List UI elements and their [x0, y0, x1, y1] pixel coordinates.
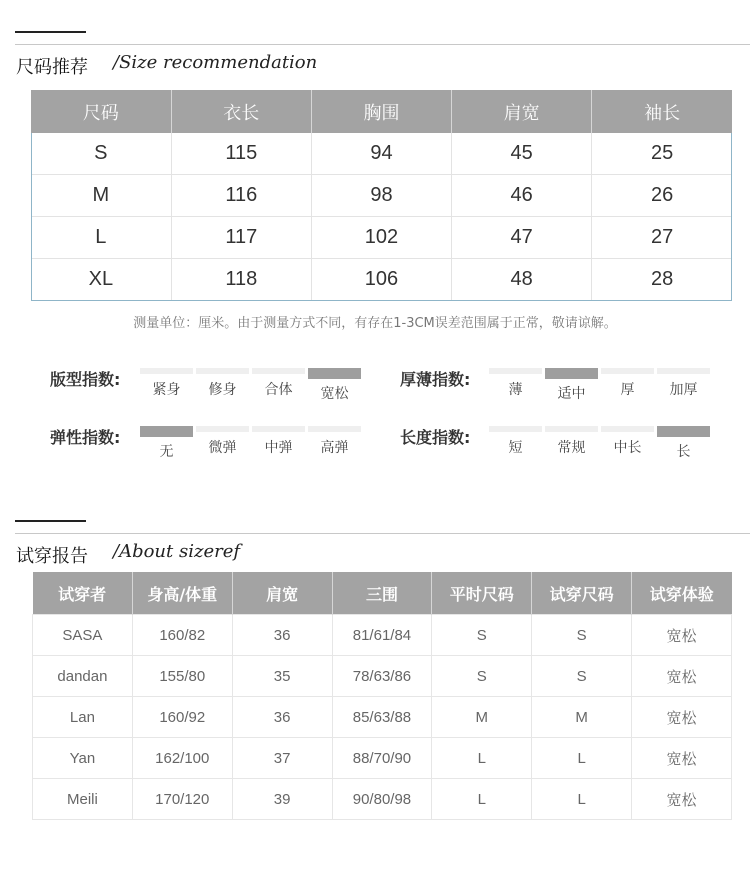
- table-cell: S: [432, 656, 532, 697]
- table-cell: 45: [452, 133, 592, 175]
- trial-header-tester: 试穿者: [33, 572, 133, 615]
- index-option: [545, 368, 598, 403]
- index-option: [140, 426, 193, 461]
- section-divider-accent: [15, 31, 86, 33]
- table-cell: S: [31, 133, 171, 175]
- table-cell: 90/80/98: [332, 779, 432, 820]
- size-header-shoulder: 肩宽: [452, 90, 592, 133]
- index-bar: [545, 426, 598, 432]
- table-cell: M: [532, 697, 632, 738]
- trial-header-shoulder: 肩宽: [232, 572, 332, 615]
- table-cell: dandan: [33, 656, 133, 697]
- table-cell: Lan: [33, 697, 133, 738]
- index-bar: [308, 426, 361, 432]
- table-row: [33, 697, 732, 738]
- index-option-label: 宽松: [320, 386, 349, 402]
- table-cell: 46: [452, 175, 592, 217]
- index-option: [252, 368, 305, 403]
- table-cell: 85/63/88: [332, 697, 432, 738]
- table-cell: 160/82: [132, 615, 232, 656]
- table-cell: 25: [592, 133, 732, 175]
- index-option: [489, 368, 542, 403]
- index-option: [657, 426, 710, 461]
- table-cell: S: [532, 656, 632, 697]
- index-option: [657, 368, 710, 403]
- table-cell: 102: [311, 217, 451, 259]
- index-option: [308, 426, 361, 461]
- index-option-label: 中弹: [264, 440, 293, 456]
- index-bar: [489, 426, 542, 432]
- table-cell: 28: [651, 268, 674, 290]
- index-option-label: 中长: [613, 440, 642, 456]
- size-header-size: 尺码: [31, 90, 171, 133]
- elasticity-index-label: 弹性指数:: [50, 428, 121, 447]
- index-option-label: 修身: [208, 382, 237, 398]
- table-cell: 宽松: [632, 738, 732, 779]
- section-divider: [15, 533, 750, 534]
- index-bar: [601, 368, 654, 374]
- index-option-label: 紧身: [152, 382, 181, 398]
- index-option-label: 薄: [508, 382, 523, 398]
- index-bar: [308, 368, 361, 379]
- table-cell: 162/100: [132, 738, 232, 779]
- index-bar: [196, 426, 249, 432]
- index-option: [601, 426, 654, 461]
- size-header-length: 衣长: [171, 90, 311, 133]
- index-bar: [196, 368, 249, 374]
- table-cell: Yan: [33, 738, 133, 779]
- table-cell: 宽松: [632, 779, 732, 820]
- trial-header-height-weight: 身高/体重: [132, 572, 232, 615]
- index-option-label: 长: [676, 444, 691, 460]
- table-cell: 78/63/86: [332, 656, 432, 697]
- size-section-title: 尺码推荐: [16, 57, 88, 78]
- elasticity-index-scale: [140, 426, 364, 461]
- table-cell: L: [532, 738, 632, 779]
- table-row: [33, 738, 732, 779]
- table-cell: 160/92: [132, 697, 232, 738]
- index-option-label: 厚: [620, 382, 635, 398]
- size-table: [31, 90, 732, 300]
- table-row: [31, 133, 732, 175]
- table-cell: L: [432, 738, 532, 779]
- table-cell: 94: [311, 133, 451, 175]
- table-cell: M: [31, 175, 171, 217]
- table-cell: L: [432, 779, 532, 820]
- table-cell: 48: [452, 259, 592, 301]
- table-cell: S: [432, 615, 532, 656]
- section-divider: [15, 44, 750, 45]
- table-cell: 39: [232, 779, 332, 820]
- index-option-label: 短: [508, 440, 523, 456]
- index-option-label: 常规: [557, 440, 586, 456]
- index-bar: [601, 426, 654, 432]
- index-bar: [140, 426, 193, 437]
- table-cell: 98: [311, 175, 451, 217]
- index-option-label: 微弹: [208, 440, 237, 456]
- index-option-label: 高弹: [320, 440, 349, 456]
- section-divider-accent: [15, 520, 86, 522]
- table-row: [33, 656, 732, 697]
- table-cell: 35: [232, 656, 332, 697]
- length-index-label: 长度指数:: [400, 428, 471, 447]
- table-cell: 115: [171, 133, 311, 175]
- measurement-note: 测量单位：厘米。由于测量方式不同，有存在1-3CM误差范围属于正常，敬请谅解。: [133, 316, 617, 331]
- table-cell: 81/61/84: [332, 615, 432, 656]
- index-bar: [545, 368, 598, 379]
- table-cell: Meili: [33, 779, 133, 820]
- index-bar: [657, 426, 710, 437]
- table-row: [31, 175, 732, 217]
- index-bar: [252, 368, 305, 374]
- table-cell: XL: [31, 259, 171, 301]
- length-index-scale: [489, 426, 713, 461]
- table-cell: 36: [232, 615, 332, 656]
- index-option: [601, 368, 654, 403]
- index-option-label: 适中: [557, 386, 586, 402]
- table-cell: 26: [592, 175, 732, 217]
- index-option-label: 无: [159, 444, 174, 460]
- index-option: [489, 426, 542, 461]
- table-row: [31, 259, 732, 301]
- index-option-label: 加厚: [669, 382, 698, 398]
- table-cell: L: [31, 217, 171, 259]
- table-cell: 106: [311, 259, 451, 301]
- trial-section-title: 试穿报告: [16, 546, 88, 567]
- table-row: [31, 217, 732, 259]
- table-cell: S: [532, 615, 632, 656]
- table-cell: 117: [171, 217, 311, 259]
- size-table-header-row: [31, 90, 732, 133]
- size-header-sleeve: 袖长: [592, 90, 732, 133]
- table-cell: 36: [232, 697, 332, 738]
- table-cell: L: [532, 779, 632, 820]
- table-cell: M: [432, 697, 532, 738]
- trial-header-trial-size: 试穿尺码: [532, 572, 632, 615]
- table-cell: 155/80: [132, 656, 232, 697]
- index-bar: [657, 368, 710, 374]
- fit-index-label: 版型指数:: [50, 370, 121, 389]
- index-bar: [140, 368, 193, 374]
- trial-table: [32, 572, 732, 820]
- fit-index-scale: [140, 368, 364, 403]
- index-option: [140, 368, 193, 403]
- size-header-bust: 胸围: [311, 90, 451, 133]
- thickness-index-label: 厚薄指数:: [400, 370, 471, 389]
- size-section-subtitle: /Size recommendation: [113, 52, 318, 73]
- index-option: [545, 426, 598, 461]
- table-row: [33, 615, 732, 656]
- index-option: [196, 426, 249, 461]
- index-bar: [252, 426, 305, 432]
- table-cell: 116: [171, 175, 311, 217]
- trial-header-experience: 试穿体验: [632, 572, 732, 615]
- index-option: [252, 426, 305, 461]
- trial-table-header-row: [33, 572, 732, 615]
- trial-header-measurements: 三围: [332, 572, 432, 615]
- table-cell: 宽松: [632, 697, 732, 738]
- table-row: [33, 779, 732, 820]
- table-cell: 37: [232, 738, 332, 779]
- index-option: [308, 368, 361, 403]
- trial-section-subtitle: /About sizeref: [113, 541, 241, 562]
- table-cell: 170/120: [132, 779, 232, 820]
- table-cell: SASA: [33, 615, 133, 656]
- index-option-label: 合体: [264, 382, 293, 398]
- table-cell: 宽松: [632, 656, 732, 697]
- index-bar: [489, 368, 542, 374]
- table-cell: 宽松: [632, 615, 732, 656]
- table-cell: 118: [171, 259, 311, 301]
- trial-header-usual-size: 平时尺码: [432, 572, 532, 615]
- index-option: [196, 368, 249, 403]
- table-cell: 47: [452, 217, 592, 259]
- table-cell: 27: [592, 217, 732, 259]
- table-cell: 88/70/90: [332, 738, 432, 779]
- thickness-index-scale: [489, 368, 713, 403]
